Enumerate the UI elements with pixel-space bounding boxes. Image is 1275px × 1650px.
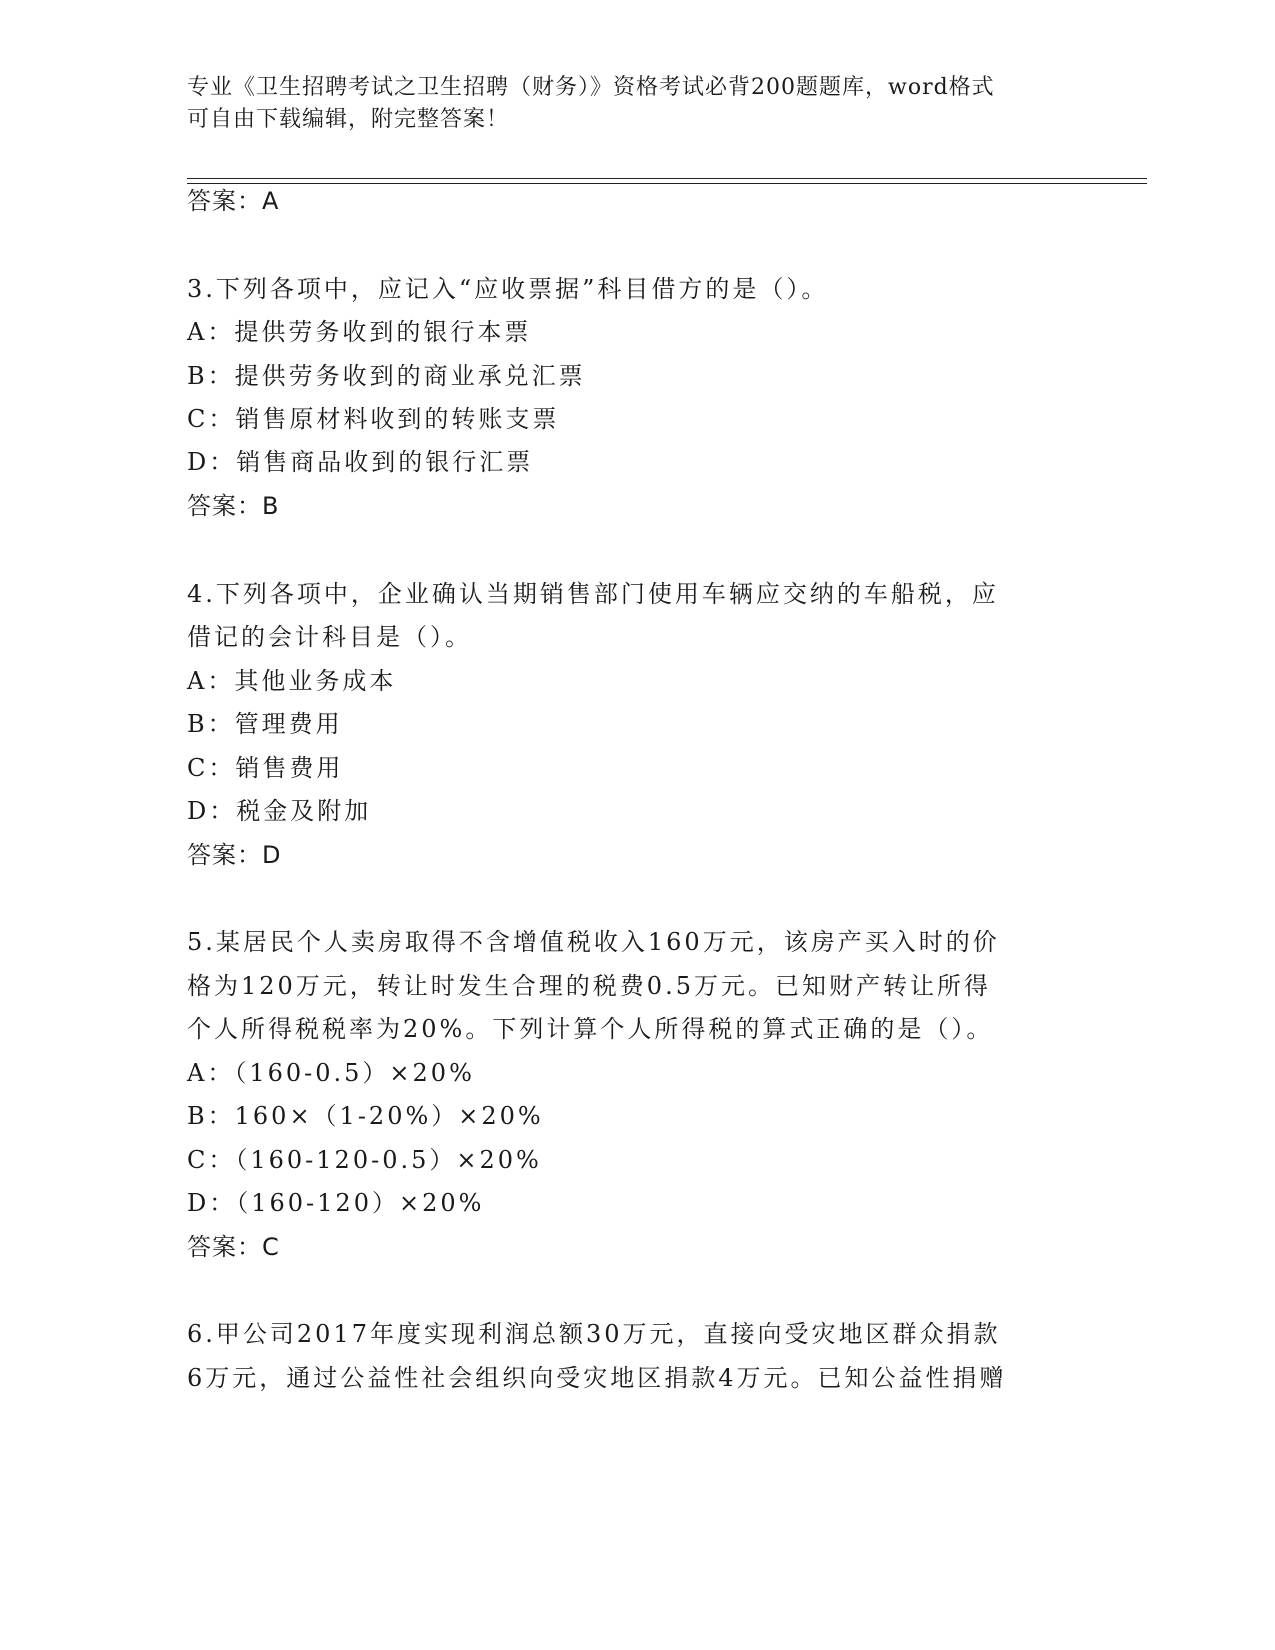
q5-stem-line-2: 格为120万元，转让时发生合理的税费0.5万元。已知财产转让所得 (187, 972, 991, 1000)
header-line-2: 可自由下载编辑，附完整答案！ (187, 107, 510, 132)
header-divider-secondary (187, 183, 1147, 184)
q3-answer: 答案：B (187, 492, 280, 520)
q5-stem-line-1: 5.某居民个人卖房取得不含增值税收入160万元，该房产买入时的价 (187, 928, 1000, 956)
q4-option-b: B：管理费用 (187, 710, 343, 738)
document-header (187, 72, 1067, 136)
q4-option-a: A：其他业务成本 (187, 667, 397, 695)
q4-option-d: D：税金及附加 (187, 797, 372, 825)
q6-stem-line-2: 6万元，通过公益性社会组织向受灾地区捐款4万元。已知公益性捐赠 (187, 1364, 1007, 1392)
q3-stem: 3.下列各项中，应记入“应收票据”科目借方的是（）。 (187, 275, 829, 303)
q4-option-c: C：销售费用 (187, 754, 344, 782)
q5-option-c: C：（160-120-0.5）×20% (187, 1146, 542, 1174)
q3-option-b: B：提供劳务收到的商业承兑汇票 (187, 362, 586, 390)
q5-option-b: B：160×（1-20%）×20% (187, 1102, 544, 1130)
header-line-1: 专业《卫生招聘考试之卫生招聘（财务）》资格考试必背200题题库，word格式 (187, 75, 995, 100)
q4-stem-line-1: 4.下列各项中，企业确认当期销售部门使用车辆应交纳的车船税，应 (187, 580, 999, 608)
q3-option-c: C：销售原材料收到的转账支票 (187, 405, 560, 433)
q5-option-a: A：（160-0.5）×20% (187, 1059, 475, 1087)
q3-option-d: D：销售商品收到的银行汇票 (187, 448, 534, 476)
answer-prev: 答案：A (187, 187, 280, 215)
q4-answer: 答案：D (187, 841, 282, 869)
q5-option-d: D：（160-120）×20% (187, 1189, 485, 1217)
q3-option-a: A：提供劳务收到的银行本票 (187, 318, 532, 346)
q6-stem-line-1: 6.甲公司2017年度实现利润总额30万元，直接向受灾地区群众捐款 (187, 1320, 1001, 1348)
header-divider (187, 178, 1147, 179)
q4-stem-line-2: 借记的会计科目是（）。 (187, 623, 472, 651)
q5-stem-line-3: 个人所得税税率为20%。下列计算个人所得税的算式正确的是（）。 (187, 1015, 994, 1043)
q5-answer: 答案：C (187, 1233, 280, 1261)
